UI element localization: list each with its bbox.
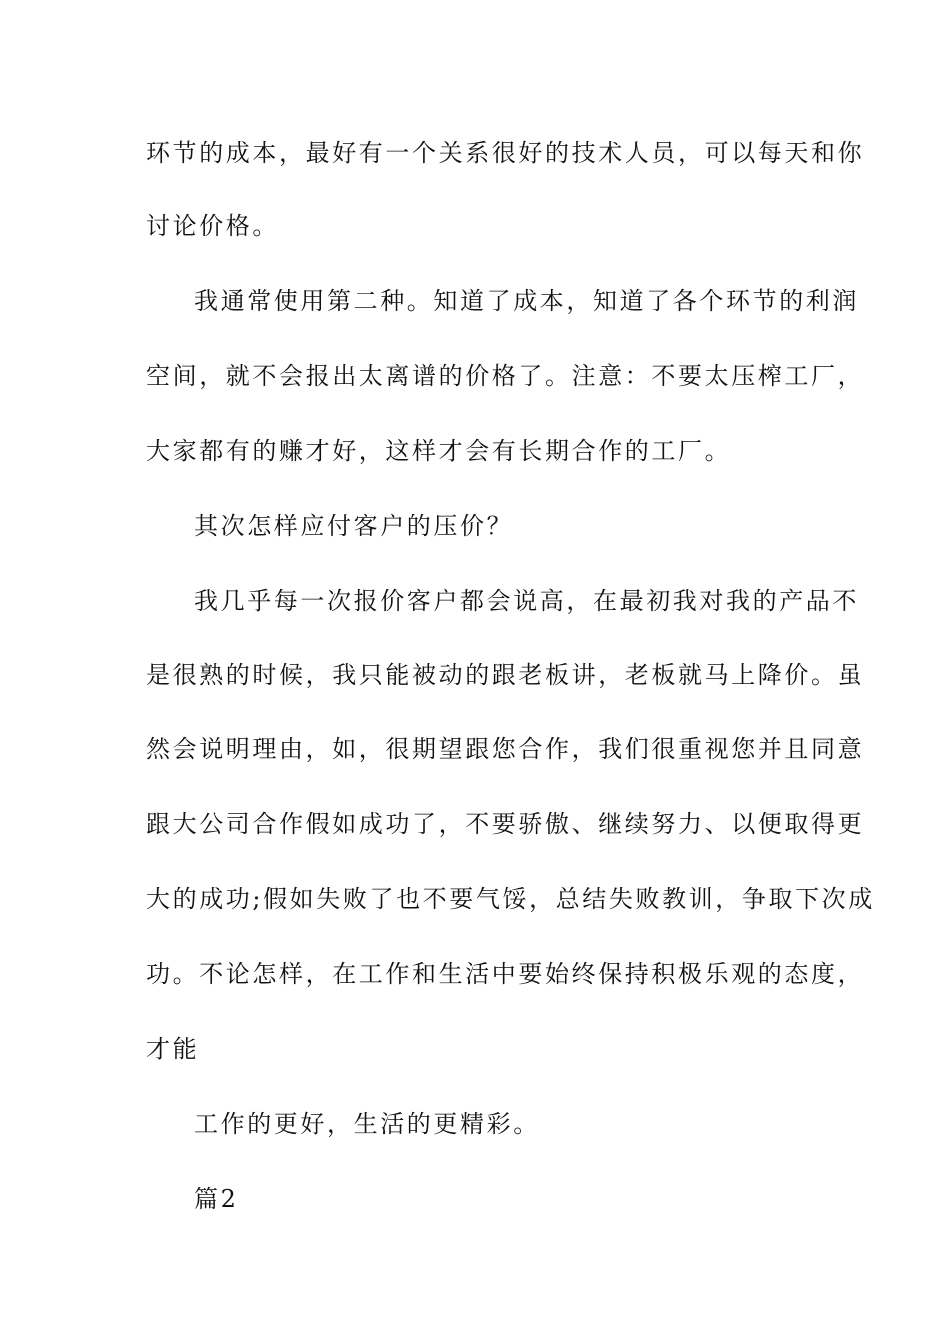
text-line: 是很熟的时候，我只能被动的跟老板讲，老板就马上降价。虽 bbox=[146, 661, 865, 689]
question-line: 其次怎样应付客户的压价？ bbox=[194, 512, 514, 540]
text-line: 然会说明理由，如，很期望跟您合作，我们很重视您并且同意 bbox=[146, 735, 865, 763]
text-line: 功。不论怎样，在工作和生活中要始终保持积极乐观的态度， bbox=[146, 960, 865, 988]
paragraph-line: 我通常使用第二种。知道了成本，知道了各个环节的利润 bbox=[194, 287, 859, 315]
text-line: 环节的成本，最好有一个关系很好的技术人员，可以每天和你 bbox=[146, 139, 865, 167]
paragraph-line: 我几乎每一次报价客户都会说高，在最初我对我的产品不 bbox=[194, 587, 859, 615]
text-line: 大的成功;假如失败了也不要气馁，总结失败教训，争取下次成 bbox=[146, 885, 875, 913]
text-line: 大家都有的赚才好，这样才会有长期合作的工厂。 bbox=[146, 437, 732, 465]
section-heading: 篇2 bbox=[194, 1185, 239, 1213]
text-line: 跟大公司合作假如成功了，不要骄傲、继续努力、以便取得更 bbox=[146, 810, 865, 838]
text-line: 空间，就不会报出太离谱的价格了。注意：不要太压榨工厂， bbox=[146, 362, 865, 390]
text-line: 才能 bbox=[146, 1035, 200, 1063]
text-line: 讨论价格。 bbox=[146, 212, 279, 240]
paragraph-line: 工作的更好，生活的更精彩。 bbox=[194, 1110, 540, 1138]
